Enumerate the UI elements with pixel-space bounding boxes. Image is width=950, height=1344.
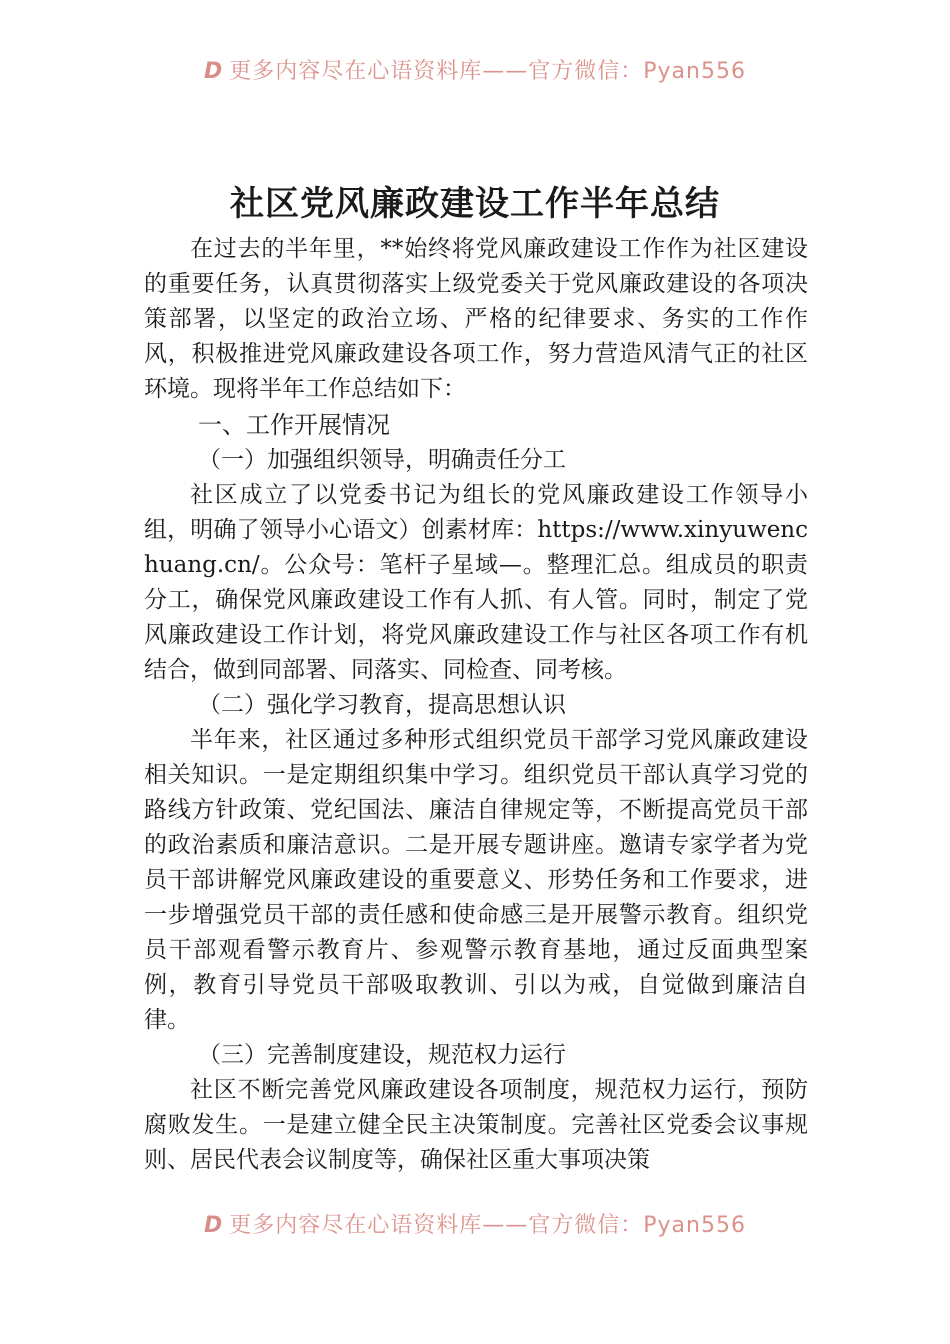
subsection-heading-1: （一）加强组织领导，明确责任分工 [198,447,566,473]
subsection-body-3: 社区不断完善党风廉政建设各项制度，规范权力运行，预防腐败发生。一是建立健全民主决策制度。完善社区党委会议事规则、居民代表会议制度等，确保社区重大事项决策 [144,1077,808,1173]
watermark-logo-icon: D [204,59,224,84]
intro-paragraph: 在过去的半年里，**始终将党风廉政建设工作作为社区建设的重要任务，认真贯彻落实上级党委关于党风廉政建设的各项决策部署，以坚定的政治立场、严格的纪律要求、务实的工作作风，积极推进党风廉政建设各项工作，努力营造风清气正的社区环境。现将半年工作总结如下： [144,236,808,402]
subsection-body-2: 半年来，社区通过多种形式组织党员干部学习党风廉政建设相关知识。一是定期组织集中学习。组织党员干部认真学习党的路线方针政策、党纪国法、廉洁自律规定等，不断提高党员干部的政治素质和廉洁意识。二是开展专题讲座。邀请专家学者为党员干部讲解党风廉政建设的重要意义、形势任务和工作要求，进一步增强党员干部的责任感和使命感三是开展警示教育。组织党员干部观看警示教育片、参观警示教育基地，通过反面典型案例，教育引导党员干部吸取教训、引以为戒，自觉做到廉洁自律。 [144,727,808,1033]
subsection-heading-3: （三）完善制度建设，规范权力运行 [198,1042,566,1068]
section-heading: 一、工作开展情况 [198,411,390,439]
watermark-text: 更多内容尽在心语资料库——官方微信：Pyan556 [229,59,746,84]
document-body [144,232,808,1178]
watermark-text: 更多内容尽在心语资料库——官方微信：Pyan556 [229,1213,746,1238]
page-title: 社区党风廉政建设工作半年总结 [230,184,720,224]
watermark-footer [0,1208,950,1238]
subsection-heading-2: （二）强化学习教育，提高思想认识 [198,692,566,718]
subsection-body-1: 社区成立了以党委书记为组长的党风廉政建设工作领导小组，明确了领导小心语文）创素材库：https://www.xinyuwenchuang.cn/。公众号：笔杆子星域—。整理汇总。组成员的职责分工，确保党风廉政建设工作有人抓、有人管。同时，制定了党风廉政建设工作计划，将党风廉政建设工作与社区各项工作有机结合，做到同部署、同落实、同检查、同考核。 [144,482,808,683]
watermark-logo-icon: D [204,1213,224,1238]
watermark-header [0,54,950,84]
